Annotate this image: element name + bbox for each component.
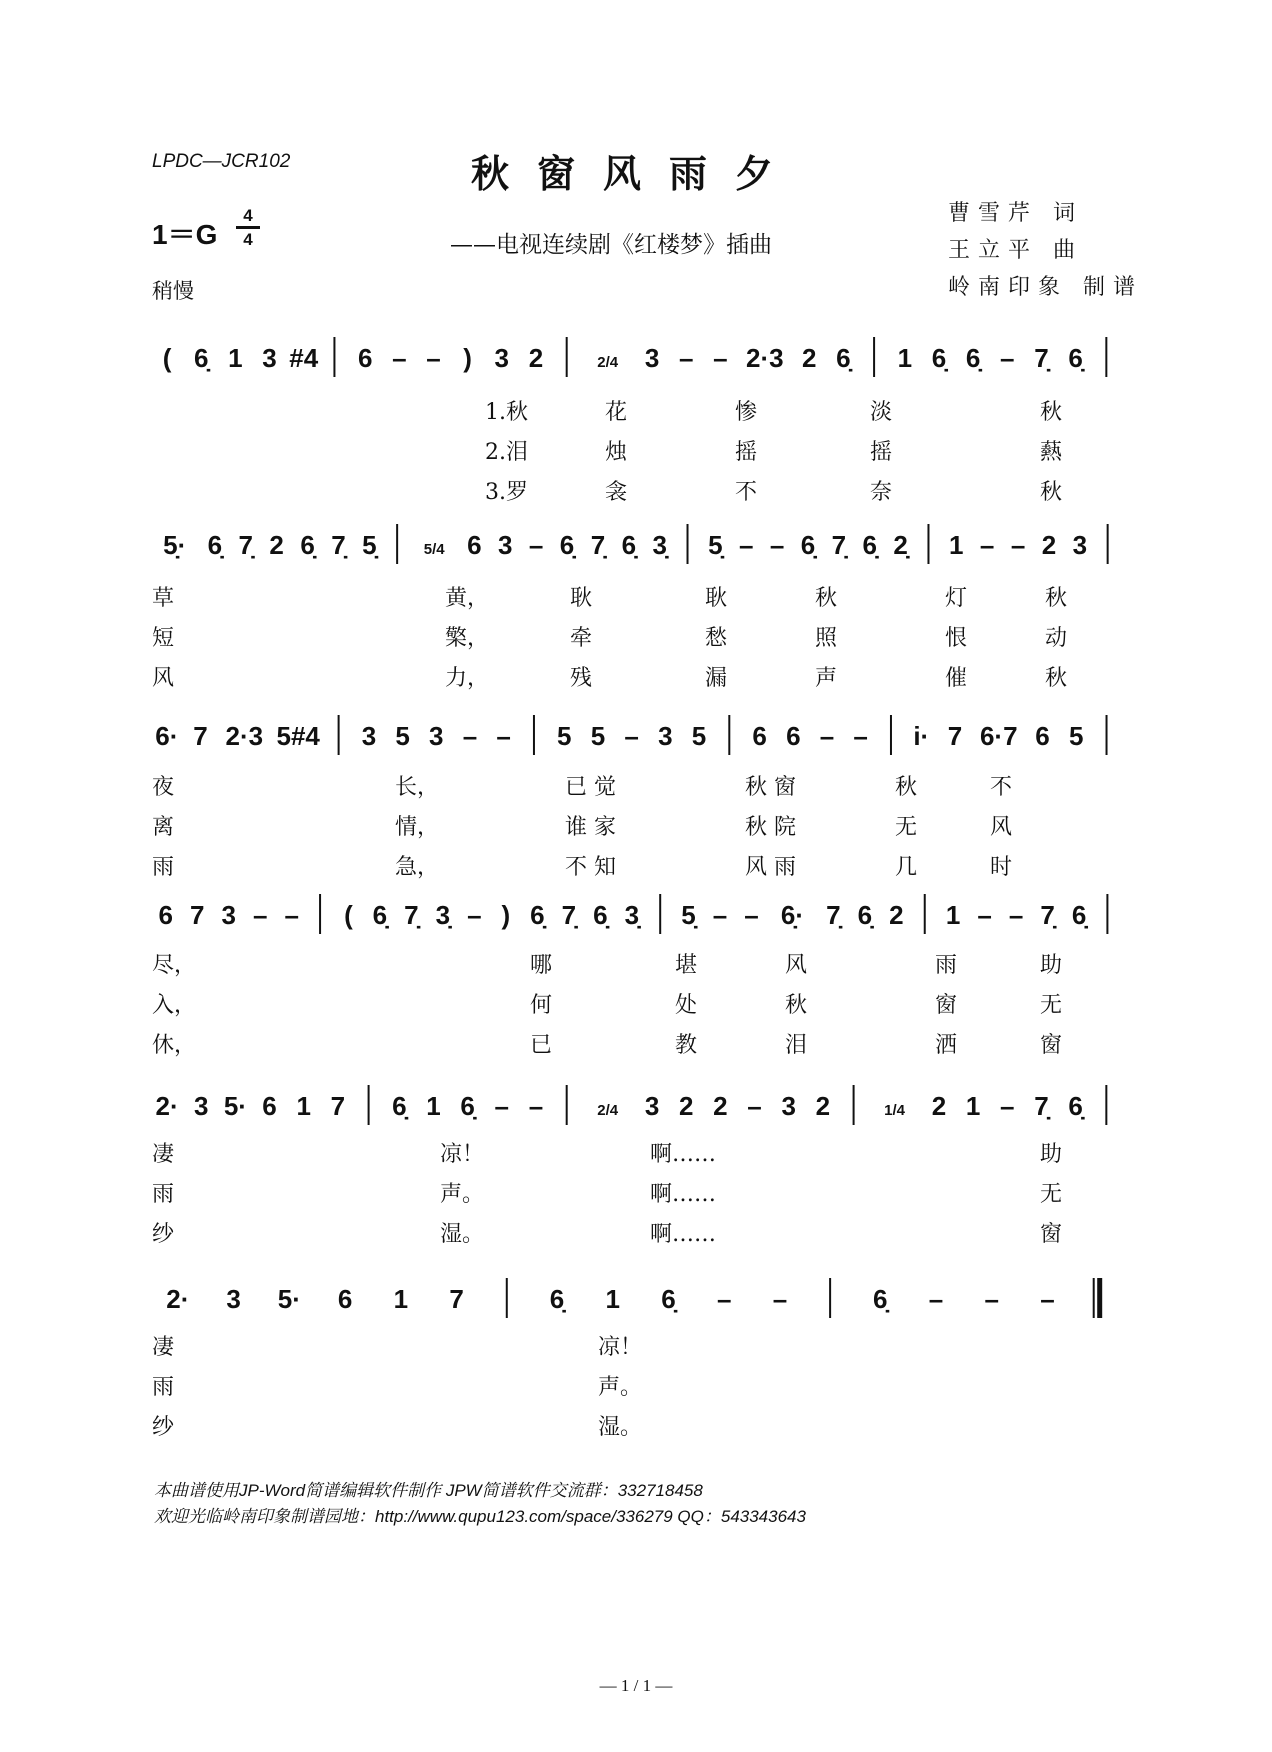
lyric-verse-2: 短 — [152, 626, 175, 651]
note-token: 2 — [713, 1091, 728, 1121]
note-token: 2 — [815, 1091, 831, 1121]
lyric-verse-2: 谁 家 — [565, 815, 616, 840]
lyric-verse-3: 不 — [735, 480, 758, 505]
lyric-verse-3: 已 — [530, 1033, 553, 1058]
lyric-verse-2: 摇 — [870, 440, 893, 465]
note-token: 3 — [644, 1091, 660, 1121]
note-token: 6̣ — [965, 343, 981, 373]
note-token: – — [392, 343, 407, 373]
note-token: – — [772, 1284, 788, 1314]
note-token: – — [467, 900, 482, 930]
note-token: – — [977, 900, 992, 930]
note-token: ( — [162, 343, 172, 373]
note-token: 7 — [449, 1284, 464, 1314]
lyric-verse-3: 漏 — [705, 666, 728, 691]
note-token: – — [1000, 343, 1015, 373]
note-token: 6̣ — [207, 530, 223, 560]
note-token: 7 — [330, 1091, 346, 1121]
lyric-verse-1: 堪 — [675, 953, 698, 978]
note-token: 2̣ — [893, 530, 908, 560]
staff-system-6 — [150, 1276, 1130, 1320]
lyric-verse-3: 休， — [152, 1033, 197, 1058]
note-token: 2 — [1041, 530, 1057, 560]
note-token: 3 — [494, 343, 510, 373]
credit-engraver: 岭南印象 制谱 — [948, 275, 1143, 300]
lyric-verse-1: 尽， — [152, 953, 197, 978]
note-token: 6̣ — [530, 900, 545, 930]
note-token: 6̣ — [300, 530, 315, 560]
note-token: – — [769, 530, 785, 560]
lyric-verse-1: 秋 窗 — [745, 775, 796, 800]
lyric-verse-1: 秋 — [1040, 400, 1063, 425]
note-token: ) — [501, 900, 511, 930]
lyric-verse-2: 摇 — [735, 440, 758, 465]
lyric-verse-1: 雨 — [935, 953, 958, 978]
note-token: 2 — [931, 1091, 947, 1121]
note-token: 6̣ — [1068, 343, 1083, 373]
lyric-verse-1: 风 — [785, 953, 808, 978]
lyric-verse-3: 风 — [152, 666, 175, 691]
note-token: 7̣ — [331, 530, 346, 560]
note-token: 6̣ — [1071, 900, 1087, 930]
note-token: 5· — [277, 1284, 301, 1314]
time-signature — [236, 206, 260, 249]
note-token: – — [528, 530, 544, 560]
note-token: – — [738, 530, 754, 560]
note-token: – — [678, 343, 694, 373]
lyric-verse-2: 窗 — [935, 993, 958, 1018]
time-change: 2/4 — [597, 1102, 619, 1119]
note-token: 6̣ — [460, 1091, 475, 1121]
lyric-verse-2: 声。 — [440, 1182, 485, 1207]
note-token: 6̣ — [593, 900, 608, 930]
lyric-verse-1: 助 — [1040, 1142, 1063, 1167]
key-signature: 1＝G — [152, 219, 218, 250]
lyric-verse-3: 窗 — [1040, 1222, 1063, 1247]
lyric-verse-1: 耿 — [570, 586, 593, 611]
note-token: – — [744, 900, 759, 930]
note-token: – — [747, 1091, 762, 1121]
lyric-verse-3: 湿。 — [598, 1415, 643, 1440]
lyric-verse-3: 纱 — [152, 1415, 175, 1440]
note-token: 7 — [193, 721, 208, 751]
lyric-verse-1: 不 — [990, 775, 1013, 800]
lyric-verse-3: 秋 — [1045, 666, 1068, 691]
staff-system-2 — [150, 522, 1130, 566]
lyric-verse-3: 纱 — [152, 1222, 175, 1247]
note-token: 1 — [426, 1091, 441, 1121]
note-token: 6·7 — [979, 721, 1018, 751]
lyric-verse-2: 无 — [1040, 993, 1063, 1018]
lyric-verse-1: 夜 — [152, 775, 175, 800]
note-token: 6̣ — [372, 900, 388, 930]
lyric-verse-1: 凄 — [152, 1142, 175, 1167]
note-token: 6̣ — [857, 900, 873, 930]
note-token: 6· — [155, 721, 179, 751]
note-token: 7̣ — [1034, 343, 1049, 373]
note-token: 6 — [1035, 721, 1050, 751]
staff-system-4 — [150, 892, 1130, 936]
lyric-verse-3: 不 知 — [565, 855, 616, 880]
lyric-verse-1: 花 — [605, 400, 628, 425]
notation-line — [150, 892, 1130, 936]
note-token: 6 — [262, 1091, 277, 1121]
note-token: 3 — [226, 1284, 241, 1314]
time-change: 1/4 — [884, 1102, 906, 1119]
note-token: 7̣ — [238, 530, 253, 560]
lyric-verse-3: 残 — [570, 666, 593, 691]
note-token: 6 — [467, 530, 482, 560]
note-token: 3̣ — [624, 900, 640, 930]
time-change: 2/4 — [597, 354, 619, 371]
lyric-verse-2: 照 — [815, 626, 838, 651]
lyric-verse-3: 雨 — [152, 855, 175, 880]
note-token: 1 — [393, 1284, 409, 1314]
lyric-verse-2: 恨 — [945, 626, 968, 651]
note-token: 7̣ — [590, 530, 606, 560]
note-token: – — [462, 721, 478, 751]
score-code: LPDC—JCR102 — [152, 151, 291, 172]
lyric-verse-3: 洒 — [935, 1033, 958, 1058]
lyric-verse-1: 助 — [1040, 953, 1063, 978]
note-token: – — [979, 530, 995, 560]
notation-line — [150, 335, 1130, 379]
note-token: – — [528, 1091, 544, 1121]
staff-system-5 — [150, 1083, 1130, 1127]
note-token: 2 — [889, 900, 904, 930]
note-token: 7̣ — [831, 530, 847, 560]
footer-software-note: 本曲谱使用JP-Word简谱编辑软件制作 JPW简谱软件交流群：332718458 — [154, 1481, 703, 1500]
note-token: 1 — [945, 900, 961, 930]
note-token: 5 — [691, 721, 707, 751]
lyric-verse-3: 风 雨 — [745, 855, 796, 880]
note-token: – — [819, 721, 835, 751]
note-token: 6 — [158, 900, 173, 930]
note-token: 5 — [395, 721, 410, 751]
note-token: 5̣ — [362, 530, 377, 560]
lyric-verse-2: 处 — [675, 993, 698, 1018]
note-token: 5 — [590, 721, 606, 751]
note-token: 7̣ — [1034, 1091, 1049, 1121]
lyric-verse-2: 风 — [990, 815, 1013, 840]
lyric-verse-1: 凉！ — [598, 1335, 643, 1360]
note-token: ( — [344, 900, 353, 930]
note-token: 3̣ — [652, 530, 667, 560]
lyric-verse-1: 耿 — [705, 586, 728, 611]
note-token: 6 — [752, 721, 767, 751]
lyric-verse-1: 长， — [395, 775, 440, 800]
note-token: 6̣ — [559, 530, 575, 560]
note-token: ) — [463, 343, 472, 373]
note-token: 1 — [897, 343, 913, 373]
time-change: 5/4 — [423, 541, 445, 558]
notation-line — [150, 1083, 1130, 1127]
lyric-verse-1: 秋 — [815, 586, 838, 611]
lyric-verse-2: 雨 — [152, 1182, 175, 1207]
lyric-verse-3: 湿。 — [440, 1222, 485, 1247]
note-token: 3 — [262, 343, 277, 373]
note-token: 2· — [166, 1284, 190, 1314]
lyric-verse-1: 已 觉 — [565, 775, 616, 800]
note-token: – — [284, 900, 299, 930]
note-token: 6 — [786, 721, 801, 751]
note-token: 1 — [296, 1091, 311, 1121]
note-token: 7̣ — [826, 900, 841, 930]
note-token: 6̣ — [193, 343, 209, 373]
lyric-verse-3: 力， — [445, 666, 490, 691]
lyric-verse-1: 凉！ — [440, 1142, 485, 1167]
lyric-verse-2: 2.泪 — [485, 440, 528, 465]
note-token: – — [853, 721, 868, 751]
lyric-verse-3: 啊…… — [650, 1222, 717, 1247]
note-token: 6̣ — [661, 1284, 676, 1314]
note-token: – — [496, 721, 511, 751]
note-token: 5· — [223, 1091, 247, 1121]
lyric-verse-2: 无 — [1040, 1182, 1063, 1207]
lyric-verse-3: 泪 — [785, 1033, 808, 1058]
note-token: 6̣ — [392, 1091, 407, 1121]
note-token: 1 — [965, 1091, 981, 1121]
lyric-verse-2: 烛 — [605, 440, 628, 465]
notation-line — [150, 713, 1130, 757]
note-token: 3 — [361, 721, 377, 751]
note-token: – — [1008, 900, 1024, 930]
staff-system-1 — [150, 335, 1130, 379]
note-token: 6 — [337, 1284, 353, 1314]
note-token: – — [1040, 1284, 1055, 1314]
note-token: 5̣ — [681, 900, 696, 930]
footer-website-note: 欢迎光临岭南印象制谱园地：http://www.qupu123.com/space/336279 QQ：543343643 — [154, 1507, 806, 1526]
lyric-verse-2: 牵 — [570, 626, 593, 651]
lyric-verse-2: 啊…… — [650, 1182, 717, 1207]
note-token: 2·3 — [225, 721, 264, 751]
lyric-verse-1: 草 — [152, 586, 175, 611]
note-token: 6̣ — [621, 530, 637, 560]
lyric-verse-3: 窗 — [1040, 1033, 1063, 1058]
notation-line — [150, 522, 1130, 566]
lyric-verse-1: 灯 — [945, 586, 968, 611]
note-token: 3 — [781, 1091, 796, 1121]
note-token: 6̣ — [931, 343, 947, 373]
time-signature-bar — [236, 226, 260, 229]
page-number: — 1 / 1 — — [599, 1676, 673, 1695]
note-token: 1 — [949, 530, 964, 560]
lyric-verse-1: 1.秋 — [485, 400, 528, 425]
note-token: 1 — [228, 343, 243, 373]
note-token: – — [494, 1091, 510, 1121]
note-token: 2· — [155, 1091, 179, 1121]
note-token: 6 — [357, 343, 373, 373]
lyric-verse-3: 急， — [395, 855, 440, 880]
lyric-verse-1: 啊…… — [650, 1142, 717, 1167]
note-token: 7̣ — [1040, 900, 1055, 930]
note-token: 6̣ — [862, 530, 878, 560]
note-token: – — [1000, 1091, 1015, 1121]
lyric-verse-2: 何 — [530, 993, 553, 1018]
lyric-verse-3: 催 — [945, 666, 968, 691]
note-token: 7 — [190, 900, 205, 930]
note-token: – — [713, 343, 728, 373]
lyric-verse-2: 情， — [395, 815, 440, 840]
lyric-verse-1: 哪 — [530, 953, 553, 978]
lyric-verse-3: 几 — [895, 855, 918, 880]
note-token: 6̣ — [549, 1284, 565, 1314]
lyric-verse-3: 3.罗 — [485, 480, 528, 505]
note-token: 5̣ — [708, 530, 723, 560]
lyric-verse-2: 雨 — [152, 1375, 175, 1400]
note-token: 6̣ — [873, 1284, 888, 1314]
lyric-verse-2: 愁 — [705, 626, 728, 651]
note-token: 5̣· — [163, 530, 187, 560]
note-token: 5 — [1068, 721, 1084, 751]
lyric-verse-1: 秋 — [895, 775, 918, 800]
lyric-verse-1: 惨 — [735, 400, 758, 425]
note-token: 6̣ — [1068, 1091, 1083, 1121]
lyric-verse-2: 爇 — [1040, 440, 1063, 465]
note-token: – — [716, 1284, 732, 1314]
lyric-verse-2: 秋 院 — [745, 815, 796, 840]
note-token: #4 — [289, 343, 319, 373]
lyric-verse-1: 凄 — [152, 1335, 175, 1360]
note-token: – — [624, 721, 639, 751]
lyric-verse-2: 动 — [1045, 626, 1068, 651]
lyric-verse-3: 时 — [990, 855, 1013, 880]
note-token: 2 — [528, 343, 544, 373]
note-token: 7̣ — [404, 900, 419, 930]
lyric-verse-3: 奈 — [870, 480, 893, 505]
note-token: 5#4 — [276, 721, 320, 751]
lyric-verse-2: 檠， — [445, 626, 490, 651]
note-token: 1 — [605, 1284, 620, 1314]
note-token: 3̣ — [435, 900, 451, 930]
song-subtitle: ——电视连续剧《红楼梦》插曲 — [450, 232, 772, 258]
notation-line — [150, 1276, 1130, 1320]
note-token: – — [928, 1284, 944, 1314]
staff-system-3 — [150, 713, 1130, 757]
lyric-verse-2: 声。 — [598, 1375, 643, 1400]
note-token: 3 — [498, 530, 513, 560]
note-token: 6̣ — [836, 343, 851, 373]
note-token: 3 — [658, 721, 673, 751]
note-token: 7̣ — [561, 900, 577, 930]
lyric-verse-2: 离 — [152, 815, 175, 840]
note-token: 5 — [557, 721, 572, 751]
lyric-verse-3: 教 — [675, 1033, 698, 1058]
note-token: – — [984, 1284, 1000, 1314]
note-token: 3 — [193, 1091, 209, 1121]
note-token: 7 — [947, 721, 963, 751]
lyric-verse-2: 无 — [895, 815, 918, 840]
note-token: 6̣ — [800, 530, 816, 560]
time-signature-bottom: 4 — [243, 230, 253, 249]
lyric-verse-3: 衾 — [605, 480, 628, 505]
note-token: – — [252, 900, 268, 930]
note-token: 2·3 — [745, 343, 784, 373]
lyric-verse-1: 秋 — [1045, 586, 1068, 611]
lyric-verse-1: 淡 — [870, 400, 893, 425]
credit-lyricist: 曹雪芹 词 — [948, 201, 1083, 226]
note-token: 2 — [801, 343, 817, 373]
note-token: – — [426, 343, 441, 373]
note-token: – — [712, 900, 728, 930]
tempo-marking: 稍慢 — [152, 280, 194, 303]
lyric-verse-2: 秋 — [785, 993, 808, 1018]
note-token: 2 — [678, 1091, 694, 1121]
lyric-verse-3: 声 — [815, 666, 838, 691]
song-title: 秋窗风雨夕 — [470, 151, 801, 196]
note-token: 6̣· — [780, 900, 805, 930]
note-token: 3 — [221, 900, 236, 930]
note-token: 3 — [1072, 530, 1088, 560]
note-token: i· — [913, 721, 930, 751]
lyric-verse-2: 入， — [152, 993, 197, 1018]
note-token: 3 — [644, 343, 660, 373]
lyric-verse-3: 秋 — [1040, 480, 1063, 505]
note-token: 2 — [269, 530, 284, 560]
time-signature-top: 4 — [243, 206, 253, 225]
note-token: 3 — [429, 721, 444, 751]
note-token: – — [1010, 530, 1026, 560]
credit-composer: 王立平 曲 — [948, 238, 1083, 263]
lyric-verse-1: 黄， — [445, 586, 490, 611]
